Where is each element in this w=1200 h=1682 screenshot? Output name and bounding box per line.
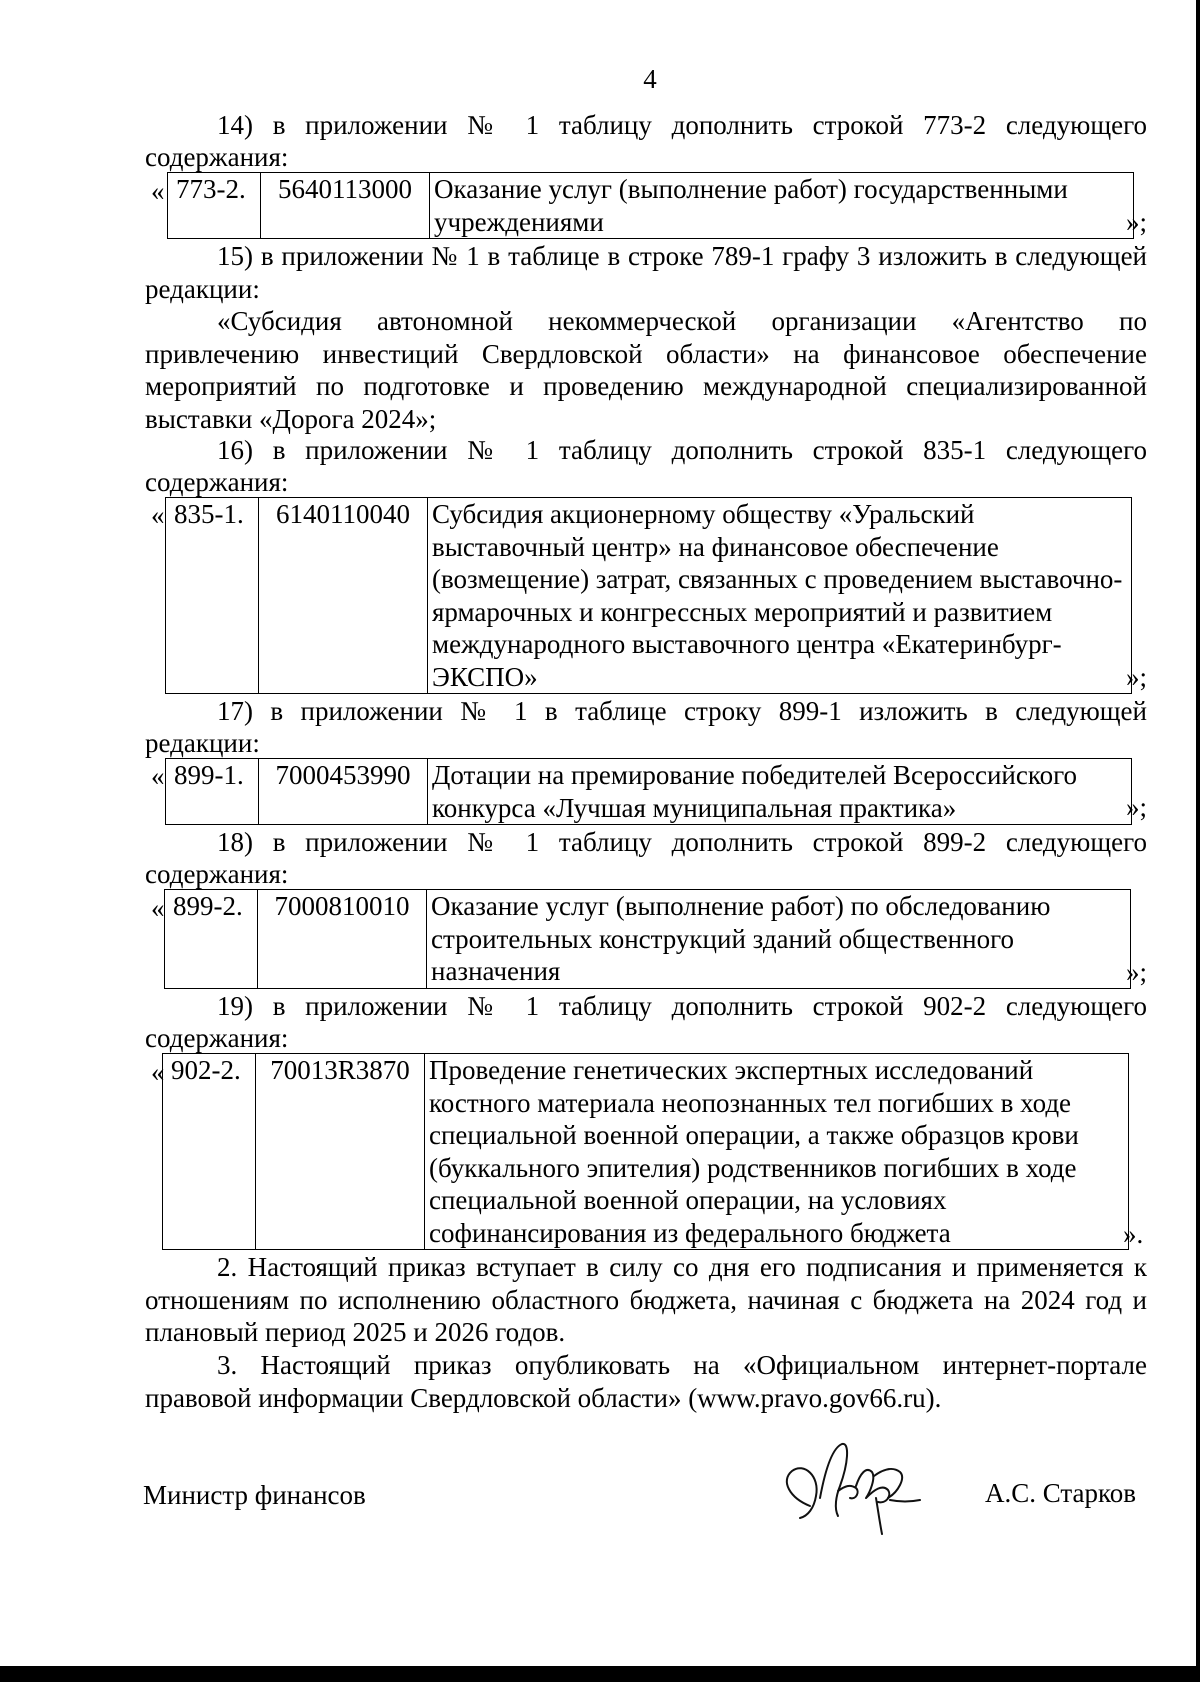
item-18-text: 18) в приложении № 1 таблицу дополнить строкой 899-2 следующего: [217, 827, 1147, 857]
item-19-text-cont: содержания:: [145, 1023, 289, 1053]
quote-open: «: [151, 893, 165, 923]
item-17-text-cont: редакции:: [145, 728, 260, 758]
table-row: [165, 890, 1131, 989]
item-14-text: 14) в приложении № 1 таблицу дополнить строкой 773-2 следующего: [217, 110, 1147, 140]
row-code: 5640113000: [261, 173, 430, 239]
table-899-1: [165, 758, 1132, 825]
quote-open: «: [151, 176, 165, 206]
table-902-2: [162, 1053, 1129, 1250]
clause-3: 3. Настоящий приказ опубликовать на «Официальном интернет-портале правовой информации Свердловской области» (www.pravo.gov66.ru).: [145, 1350, 1147, 1413]
quote-open: «: [151, 1057, 165, 1087]
row-number: 899-1.: [166, 759, 259, 825]
table-row: [166, 759, 1132, 825]
signatory-name: А.С. Старков: [985, 1478, 1137, 1508]
item-18-text-cont: содержания:: [145, 859, 289, 889]
table-row: [166, 498, 1132, 694]
row-description: Субсидия акционерному обществу «Уральский выставочный центр» на финансовое обеспечение (возмещение) затрат, связанных с проведением выставочно-ярмарочных и конгрессных мероприятий и развитием международного выставочного центра «Екатеринбург-ЭКСПО»: [428, 498, 1132, 694]
row-code: 6140110040: [259, 498, 428, 694]
table-835-1: [165, 497, 1132, 694]
row-code: 70013R3870: [256, 1054, 425, 1250]
item-19-text: 19) в приложении № 1 таблицу дополнить строкой 902-2 следующего: [217, 991, 1147, 1021]
quote-open: «: [151, 761, 165, 791]
row-code: 7000810010: [258, 890, 427, 989]
quote-close: »;: [1126, 662, 1148, 692]
row-code: 7000453990: [259, 759, 428, 825]
row-number: 835-1.: [166, 498, 259, 694]
quote-close: »;: [1126, 207, 1148, 237]
signatory-role: Министр финансов: [143, 1480, 366, 1510]
table-899-2: [164, 889, 1131, 989]
table-row: [168, 173, 1134, 239]
table-773-2: [167, 172, 1134, 239]
quote-close: ».: [1123, 1219, 1144, 1249]
row-number: 902-2.: [163, 1054, 256, 1250]
row-number: 899-2.: [165, 890, 258, 989]
quote-close: »;: [1126, 792, 1148, 822]
table-row: [163, 1054, 1129, 1250]
item-15-text: 15) в приложении № 1 в таблице в строке 789-1 графу 3 изложить в следующей редакции:: [145, 241, 1147, 304]
scan-border-right: [1196, 0, 1200, 1682]
quote-close: »;: [1126, 957, 1148, 987]
row-description: Оказание услуг (выполнение работ) государственными учреждениями: [430, 173, 1134, 239]
item-16-text-cont: содержания:: [145, 467, 289, 497]
item-14-text-cont: содержания:: [145, 142, 289, 172]
item-15-quote: «Субсидия автономной некоммерческой организации «Агентство по привлечению инвестиций Свердловской области» на финансовое обеспечение мероприятий по подготовке и проведению международной специализированной выставки «Дорога 2024»;: [145, 306, 1147, 434]
quote-open: «: [151, 500, 165, 530]
item-16-text: 16) в приложении № 1 таблицу дополнить строкой 835-1 следующего: [217, 435, 1147, 465]
clause-2: 2. Настоящий приказ вступает в силу со дня его подписания и применяется к отношениям по исполнению областного бюджета, начиная с бюджета на 2024 год и плановый период 2025 и 2026 годов.: [145, 1252, 1147, 1347]
row-number: 773-2.: [168, 173, 261, 239]
row-description: Проведение генетических экспертных исследований костного материала неопознанных тел погибших в ходе специальной военной операции, а также образцов крови (буккального эпителия) родственников погибших в ходе специальной военной операции, на условиях софинансирования из федерального бюджета: [425, 1054, 1129, 1250]
row-description: Дотации на премирование победителей Всероссийского конкурса «Лучшая муниципальная практика»: [428, 759, 1132, 825]
handwritten-signature: [770, 1436, 950, 1546]
scan-border-bottom: [0, 1666, 1200, 1682]
page-number: 4: [643, 64, 657, 94]
item-17-text: 17) в приложении № 1 в таблице строку 899-1 изложить в следующей: [217, 696, 1147, 726]
row-description: Оказание услуг (выполнение работ) по обследованию строительных конструкций зданий общественного назначения: [427, 890, 1131, 989]
